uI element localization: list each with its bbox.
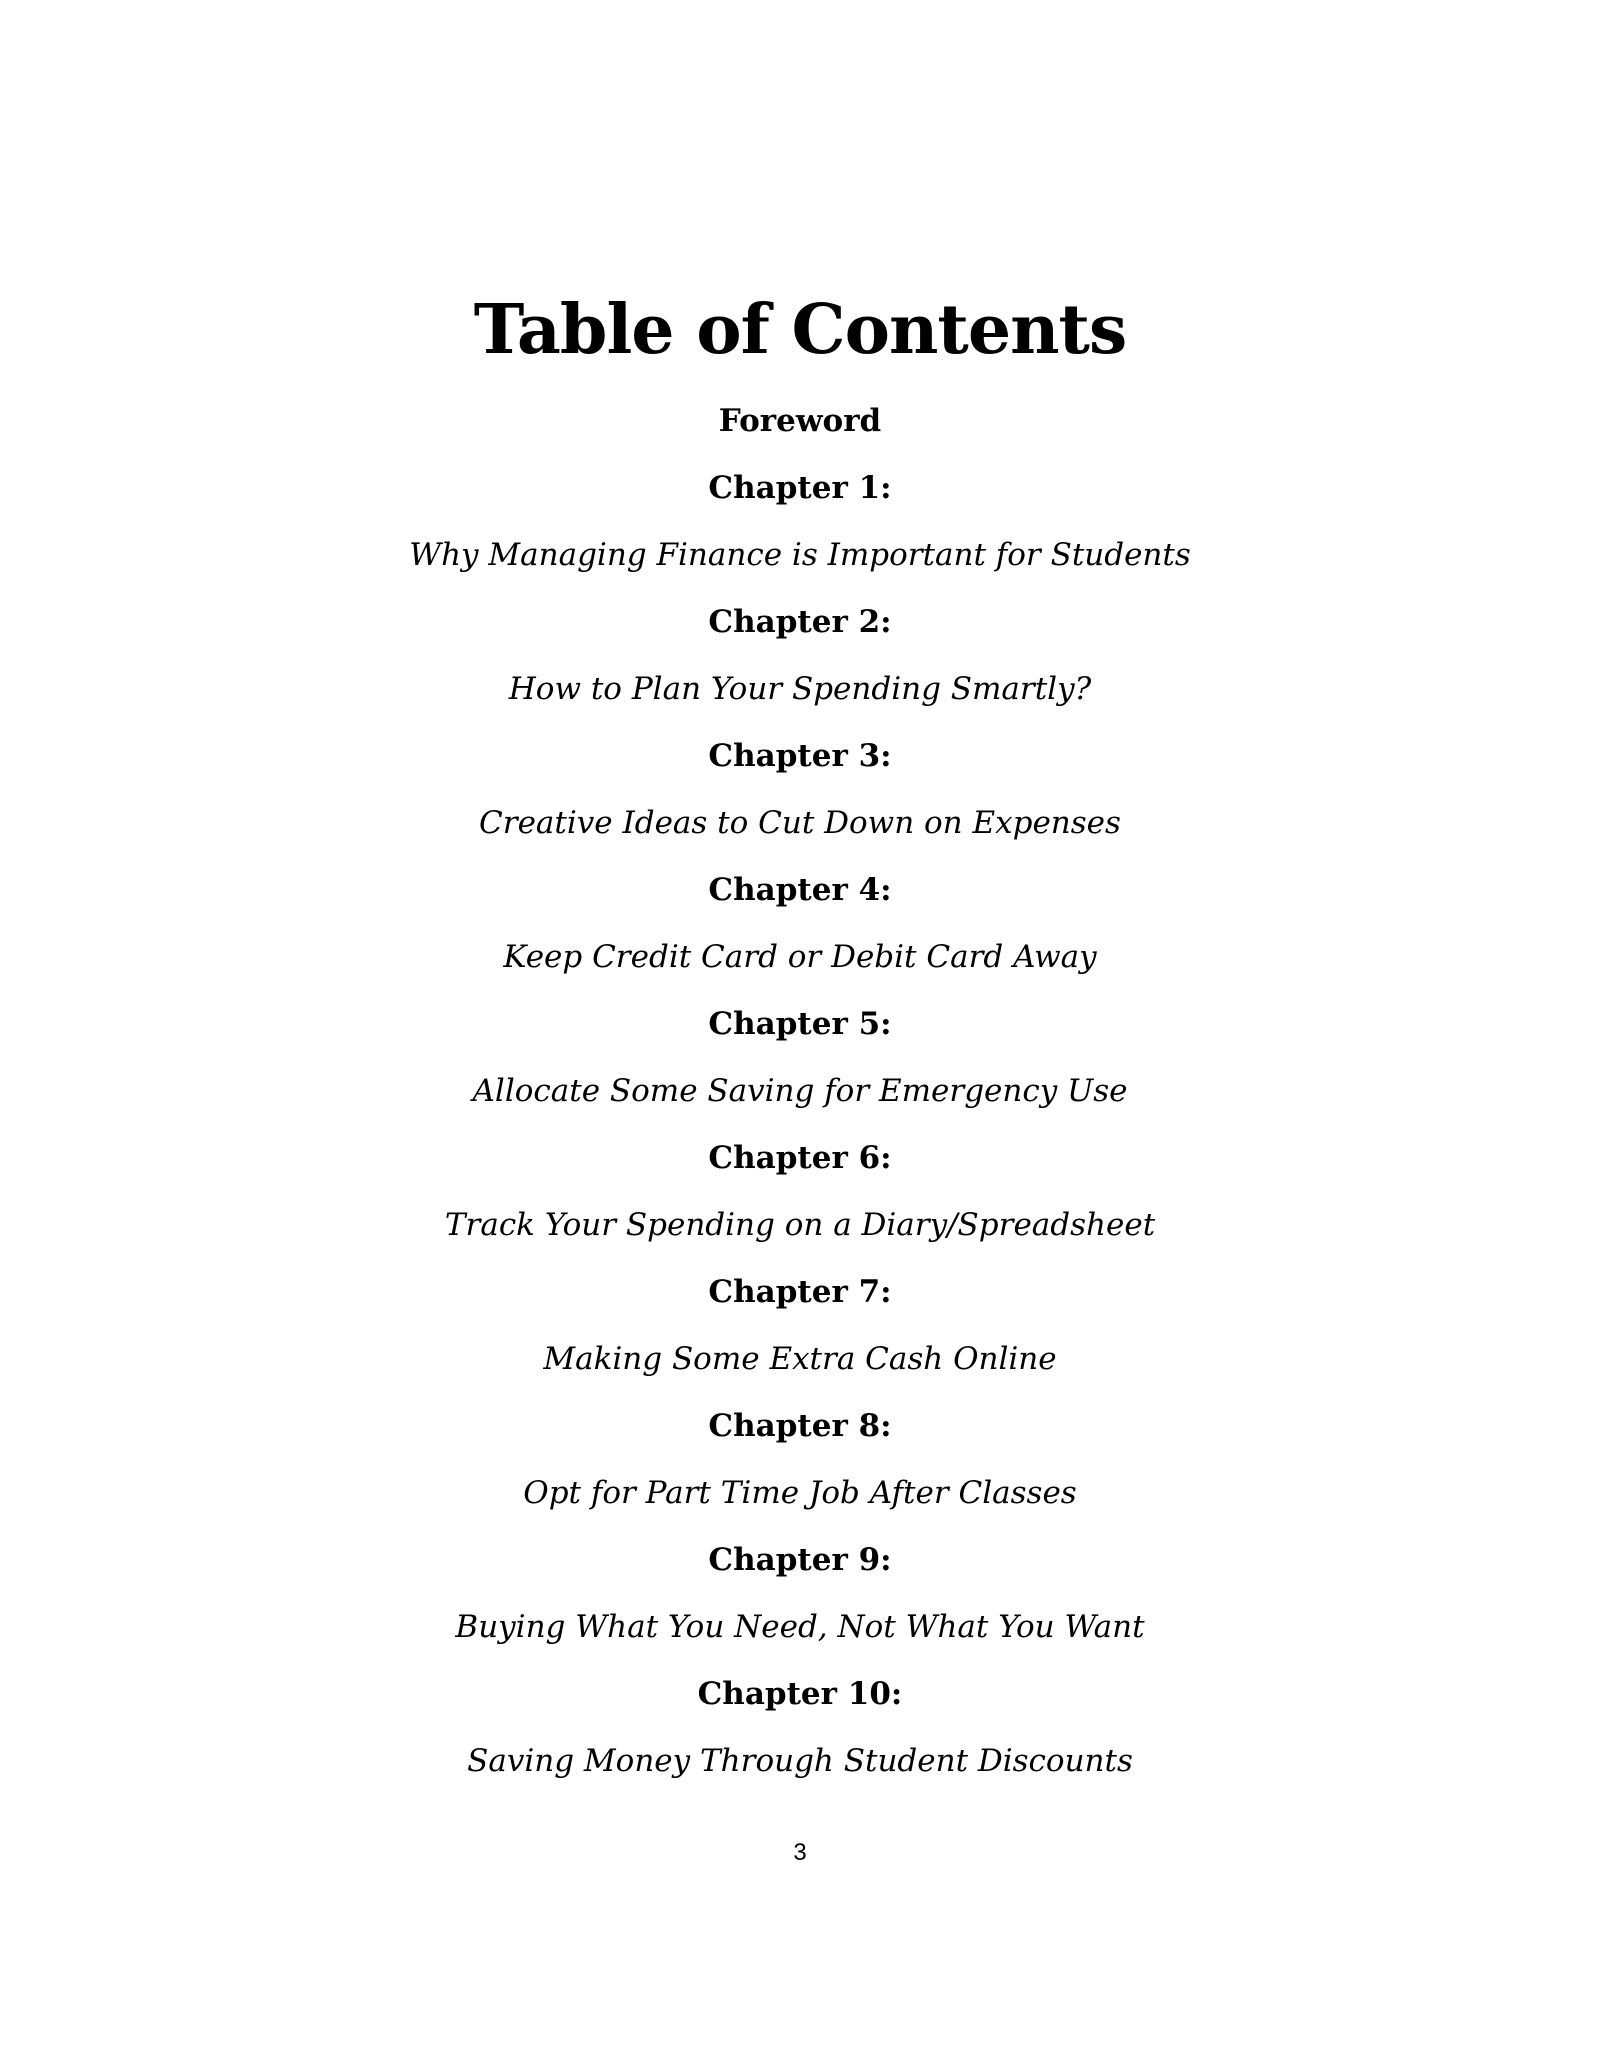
page-number: 3 — [793, 1839, 807, 1866]
chapter-7-title: Making Some Extra Cash Online — [543, 1341, 1057, 1377]
chapter-1-label: Chapter 1: — [708, 470, 892, 506]
chapter-10-title: Saving Money Through Student Discounts — [467, 1743, 1133, 1779]
chapter-9-label: Chapter 9: — [708, 1542, 892, 1578]
chapter-9-title: Buying What You Need, Not What You Want — [455, 1609, 1145, 1645]
chapter-10-label: Chapter 10: — [697, 1676, 903, 1712]
chapter-5-label: Chapter 5: — [708, 1006, 892, 1042]
chapter-6-label: Chapter 6: — [708, 1140, 892, 1176]
chapter-4-label: Chapter 4: — [708, 872, 892, 908]
toc-foreword: Foreword — [718, 403, 882, 439]
chapter-4-title: Keep Credit Card or Debit Card Away — [503, 939, 1097, 975]
chapter-3-title: Creative Ideas to Cut Down on Expenses — [479, 805, 1121, 841]
chapter-7-label: Chapter 7: — [708, 1274, 892, 1310]
chapter-5-title: Allocate Some Saving for Emergency Use — [472, 1073, 1128, 1109]
chapter-6-title: Track Your Spending on a Diary/Spreadsheet — [444, 1207, 1156, 1243]
table-of-contents — [0, 397, 1600, 1804]
chapter-2-title: How to Plan Your Spending Smartly? — [508, 671, 1092, 707]
chapter-3-label: Chapter 3: — [708, 738, 892, 774]
page-title: Table of Contents — [473, 290, 1127, 370]
chapter-8-label: Chapter 8: — [708, 1408, 892, 1444]
chapter-8-title: Opt for Part Time Job After Classes — [523, 1475, 1077, 1511]
chapter-2-label: Chapter 2: — [708, 604, 892, 640]
chapter-1-title: Why Managing Finance is Important for Students — [409, 537, 1191, 573]
